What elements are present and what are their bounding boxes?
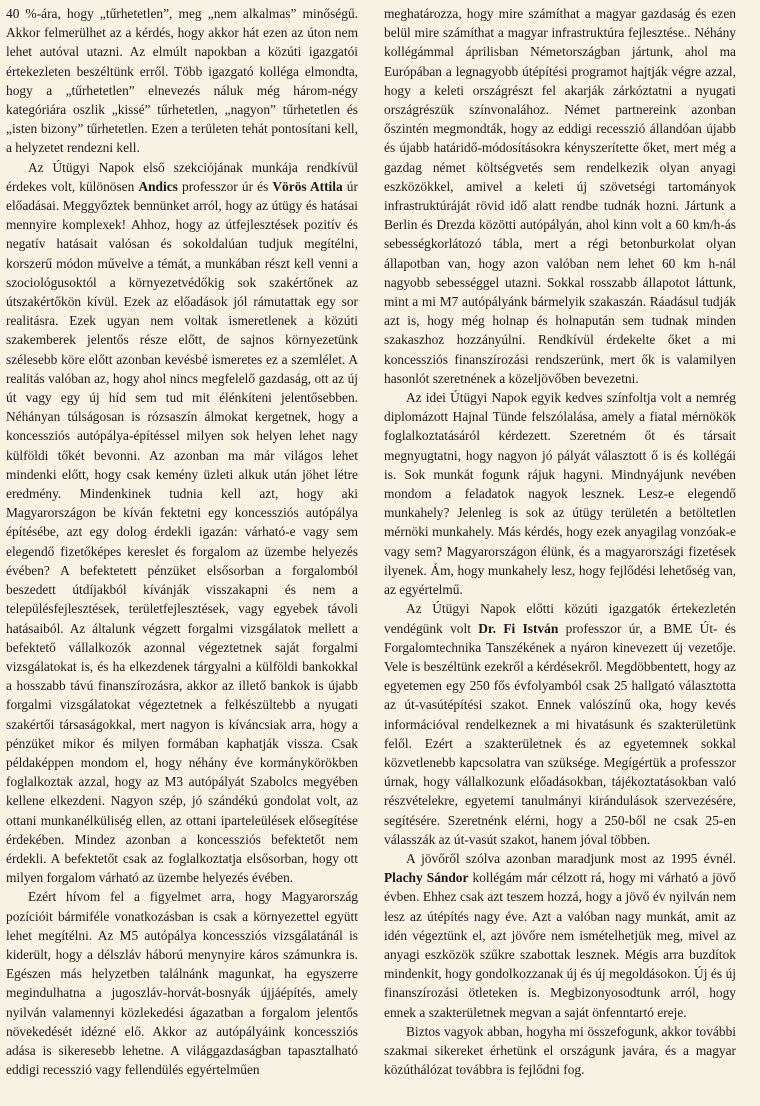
text-run: Az idei Útügyi Napok egyik kedves színfoltja volt a nemrég diplomázott Hajnal Tünde felszólalása, amely a fiatal mérnökök foglalkoztatásáról kérdezett. Szeretném őt és társait megnyugtatni, hogy nagyon jó pályát választott ő is és kollégái is. Sok munkát fogunk rájuk hagyni. Mindnyájunk nevében mondom a feladatok nagyok lesznek. Lesz-e elegendő munkahely? Jelenleg is sok az útügy területén a betöltetlen mérnöki munkahely. Más kérdés, hogy ezek anyagilag vonzóak-e vagy sem? Magyarországon élünk, és a magyarországi fizetések ilyenek. Ám, hogy munkahely lesz, hogy fejlődési lehetőség van, az egyértelmű. <box>384 390 736 598</box>
bold-name: Plachy Sándor <box>384 870 469 886</box>
text-run: 40 %-ára, hogy „tűrhetetlen”, meg „nem alkalmas” minőségű. Akkor felmerülhet az a kérdés, hogy akkor hát ezen az úton nem lehet autóval utazni. Az elmúlt napokban a közúti igazgatói értekezleten beszéltünk erről. Több igazgató kolléga elmondta, hogy a „tűrhetetlen” elnevezés náluk még három-négy kategóriára oszlik „kissé” tűrhetetlen, „nagyon” tűrhetetlen és „isten bizony” tűrhetetlen. Ezen a területen tehát pontosítani kell, a helyzetet rendezni kell. <box>6 6 358 156</box>
paragraph <box>6 4 358 158</box>
bold-name: Andics <box>138 178 178 194</box>
text-run: Ezért hívom fel a figyelmet arra, hogy Magyarország pozícióit bármiféle vonatkozásban is csak a környezettel együtt lehet megítélni. Az M5 autópálya koncessziós vizsgálatánál is kiderült, hogy a délszláv háború menynyire káros számunkra is. Egészen más helyzetben találnánk magunkat, ha egyszerre megindulhatna a jugoszláv-horvát-bosnyák újjáépítés, amely nyilván valamennyi közlekedési ágazatban a forgalom jelentős növekedését idézné elő. Akkor az autópályáink koncessziós adása is sikeresebb lehetne. A világgazdaságban tapasztalható eddigi recesszió vagy fellendülés egyértelműen <box>6 889 358 1078</box>
paragraph <box>384 1022 736 1080</box>
text-run: Biztos vagyok abban, hogyha mi összefogunk, akkor további szakmai sikereket érhetünk el országunk javára, és a magyar közúthálózat továbbra is fejlődni fog. <box>384 1023 736 1078</box>
left-column <box>6 4 358 1106</box>
text-run: A jövőről szólva azonban maradjunk most az 1995 évnél. <box>406 850 736 866</box>
text-run: meghatározza, hogy mire számíthat a magyar gazdaság és ezen belül mire számíthat a magyar infrastruktúra fejlesztése.. Néhány kollégámmal áprilisban Németországban jártunk, ahol ma Európában a legnagyobb útépítési programot hajtják végre azzal, hogy a keleti országrészt fel akarják zárkóztatni a nyugati országrészük színvonalához. Német partnereink azonban őszintén megmondták, hogy az eddigi recesszió állandóan újabb és újabb határidő-módosításokra kényszerítette őket, mert még a gazdag német költségvetés sem rendelkezik olyan anyagi eszközökkel, amivel a keleti új szövetségi tartományok infrastruktúráját rövid idő alatt rendbe tudnák hozni. Jártunk a Berlin és Drezda közötti autópályán, ahol kinn volt a 60 km/h-ás sebességkorlátozó tábla, mert a régi betonburkolat olyan állapotban van, hogy azon valóban nem lehet 60 km h-nál nagyobb sebességgel utazni. Sokkal rosszabb állapotot láttunk, mint a mi M7 autópályánk bármelyik szakaszán. Ráadásul tudják azt is, hogy még holnap és holnapután sem tudnak minden szakaszhoz hozzányúlni. Rendkívül érdekelte őket a mi koncessziós finanszírozási rendszerünk, mert ők is valamilyen hasonlót szeretnének a közeljövőben bevezetni. <box>384 6 736 386</box>
text-run: professzor úr és <box>177 178 273 194</box>
bold-name: Dr. Fi István <box>478 620 559 636</box>
text-run: Az Útügyi Napok előtti közúti igazgatók értekezletén vendégünk volt <box>384 601 736 636</box>
text-run: Az Útügyi Napok első szekciójának munkája rendkívül érdekes volt, különösen <box>6 159 358 194</box>
paragraph <box>6 158 358 888</box>
paragraph <box>384 849 736 1022</box>
paragraph <box>384 388 736 599</box>
text-run: professzor úr, a BME Út- és Forgalomtechnika Tanszékének a nyáron kinevezett új vezetője. Vele is beszéltünk ezekről a kérdésekről. Megdöbbentett, hogy az egyetemen egy 250 fős évfolyamból csak 25 hallgató választotta az út-vasútépítési szakot. Ennek valószínű oka, hogy kevés információval rendelkeznek a mi hivatásunk és szakterületünk felől. Ezért a szakterületnek és az egyetemnek sokkal közvetlenebb kapcsolatra van szüksége. Megígértük a professzor úrnak, hogy vállalkozunk előadásokban, tájékoztatásokban való részvételekre, egyetemi tanulmányi kirándulások szervezésére, segítésére. Szeretnénk elérni, hogy a 250-ből ne csak 25-en válasszák az út-vasút szakot, hanem jóval többen. <box>384 620 737 847</box>
text-run: kollégám már célzott rá, hogy mi várható a jövő évben. Ehhez csak azt teszem hozzá, hogy a jövő év nyilván nem lesz az útépítés nagy éve. Azt a valóban nagy munkát, amit az idén végeztünk el, azt jövőre nem ismételhetjük meg, mivel az anyagi eszközök szűkre szabottak lesznek. Mégis arra buzdítok mindenkit, hogy gondolkozzanak új és új megoldásokon. Új és új finanszírozási ötleteken is. Megbizonyosodtunk arról, hogy ennek a szakterületnek megvan a saját önfenntartó ereje. <box>384 870 736 1020</box>
paragraph <box>384 599 736 849</box>
bold-name: Vörös Attila <box>272 178 343 194</box>
text-run: úr előadásai. Meggyőztek bennünket arról, hogy az útügy és hatásai mennyire komplexek! Ahhoz, hogy az útfejlesztések pozitív és negatív hatásait valósan és sokoldalúan tudjuk megítélni, korszerű módon művelve a témát, a munkában részt kell venni a szociológusoktól a környezetvédőkig sok szakértőnek az útszakértőkön kívül. Ezek az előadások jól rámutattak egy sor realitásra. Ezek ugyan nem voltak ismeretlenek a közúti szakemberek jelentős része előtt, de sajnos környezetünk szélesebb köre előtt azonban kevésbé ismeretes ez a szemlélet. A realitás valóban az, hogy ahol nincs megfelelő gazdaság, ott az új út vagy egy új híd sem tud mit élénkíteni jelentősebben. Néhányan túlságosan is rózsaszín álmokat kergetnek, hogy a koncessziós autópálya-építéssel milyen sok helyen lehet nagy külföldi tőkét bevonni. Az azonban ma már világos lehet mindenki előtt, hogy csak kemény üzleti alkuk után jöhet létre eredmény. Mindenkinek tudnia kell azt, hogy aki Magyarországon be kíván fektetni egy koncessziós autópálya építésébe, azt egy dolog érdekli igazán: várható-e vagy sem elegendő fizetőképes kereslet és forgalom az üzembe helyezés évében? A befektetett pénzüket elsősorban a forgalomból beszedett útdíjakból kívánják visszakapni és nem a településfejlesztések, területfejlesztések, vagy egyebek távoli hatásaiból. Az általunk végzett forgalmi vizsgálatok mellett a befektető vállalkozók azonnal végeztetnek saját forgalmi vizsgálatokat is, és ha elkezdenek tárgyalni a külföldi bankokkal a hosszabb távú finanszírozásra, akkor az illető bankok is újabb forgalmi vizsgálatokat végeztetnek a felkészültebb a nyugati szakértői társaságokkal, mert nagyon is kíváncsiak arra, hogy a pénzüket mikor és milyen formában kaphatják vissza. Csak példaképpen mondom el, hogy néhány éve kormánykörökben foglalkoztak azzal, hogy az M3 autópályát Szabolcs megyében kellene elkezdeni. Nagyon szép, jó szándékú gondolat volt, az ottani munkanélküliség ellen, az ottani iparteleülések elősegítése érdekében. Mindez azonban a koncessziós befektetőt nem érdekli. A befektetőt csak az foglalkoztatja elsősorban, hogy ott milyen forgalom várható az üzembe helyezés évében. <box>6 178 358 886</box>
right-column <box>384 4 736 1106</box>
paragraph <box>6 887 358 1079</box>
paragraph <box>384 4 736 388</box>
